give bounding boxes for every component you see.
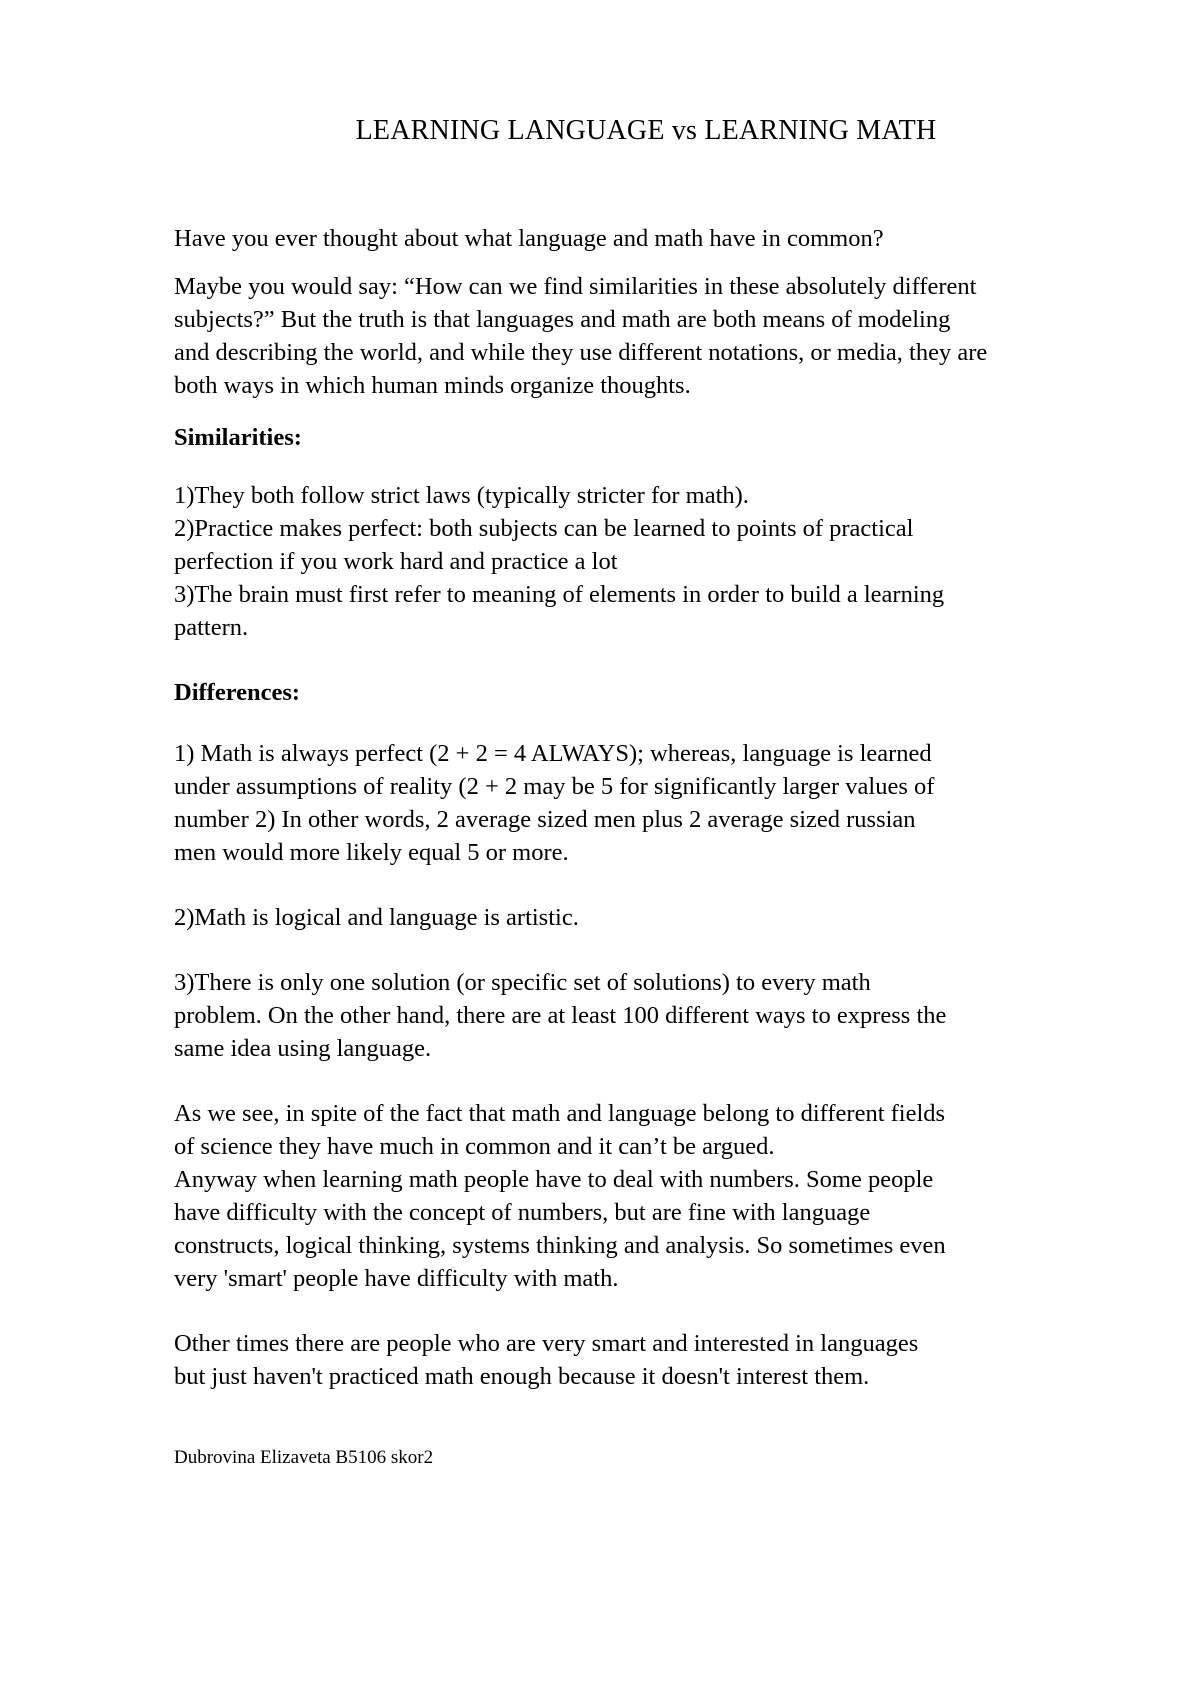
similarities-line: 2)Practice makes perfect: both subjects can be learned to points of practical (174, 515, 914, 542)
document-title: LEARNING LANGUAGE vs LEARNING MATH (355, 115, 937, 146)
differences-item-1-line: under assumptions of reality (2 + 2 may be 5 for significantly larger values of (174, 773, 935, 800)
differences-item-3-line: 3)There is only one solution (or specific set of solutions) to every math (174, 969, 871, 996)
differences-heading: Differences: (174, 679, 301, 706)
conclusion-line: Anyway when learning math people have to deal with numbers. Some people (174, 1166, 934, 1193)
conclusion-line: of science they have much in common and it can’t be argued. (174, 1133, 775, 1160)
similarities-line: perfection if you work hard and practice a lot (174, 548, 618, 575)
author-signature: Dubrovina Elizaveta B5106 skor2 (174, 1447, 434, 1468)
intro-text-line: and describing the world, and while they use different notations, or media, they are (174, 339, 988, 366)
closing-line: but just haven't practiced math enough because it doesn't interest them. (174, 1363, 870, 1390)
differences-item-1-line: men would more likely equal 5 or more. (174, 839, 569, 866)
similarities-line: 1)They both follow strict laws (typically stricter for math). (174, 482, 749, 509)
intro-question: Have you ever thought about what language and math have in common? (174, 225, 884, 252)
conclusion-line: As we see, in spite of the fact that math and language belong to different fields (174, 1100, 946, 1127)
differences-item-1-line: number 2) In other words, 2 average sized men plus 2 average sized russian (174, 806, 916, 833)
differences-item-2: 2)Math is logical and language is artistic. (174, 904, 579, 931)
similarities-line: 3)The brain must first refer to meaning of elements in order to build a learning (174, 581, 945, 608)
intro-text-line: Maybe you would say: “How can we find similarities in these absolutely different (174, 273, 977, 300)
similarities-heading: Similarities: (174, 424, 302, 451)
intro-text-line: both ways in which human minds organize thoughts. (174, 372, 691, 399)
conclusion-line: very 'smart' people have difficulty with math. (174, 1265, 619, 1292)
closing-line: Other times there are people who are very smart and interested in languages (174, 1330, 919, 1357)
intro-text-line: subjects?” But the truth is that languages and math are both means of modeling (174, 306, 951, 333)
similarities-line: pattern. (174, 614, 249, 641)
conclusion-line: have difficulty with the concept of numbers, but are fine with language (174, 1199, 871, 1226)
differences-item-1-line: 1) Math is always perfect (2 + 2 = 4 ALWAYS); whereas, language is learned (174, 740, 932, 767)
differences-item-3-line: same idea using language. (174, 1035, 432, 1062)
conclusion-line: constructs, logical thinking, systems thinking and analysis. So sometimes even (174, 1232, 946, 1259)
differences-item-3-line: problem. On the other hand, there are at least 100 different ways to express the (174, 1002, 947, 1029)
